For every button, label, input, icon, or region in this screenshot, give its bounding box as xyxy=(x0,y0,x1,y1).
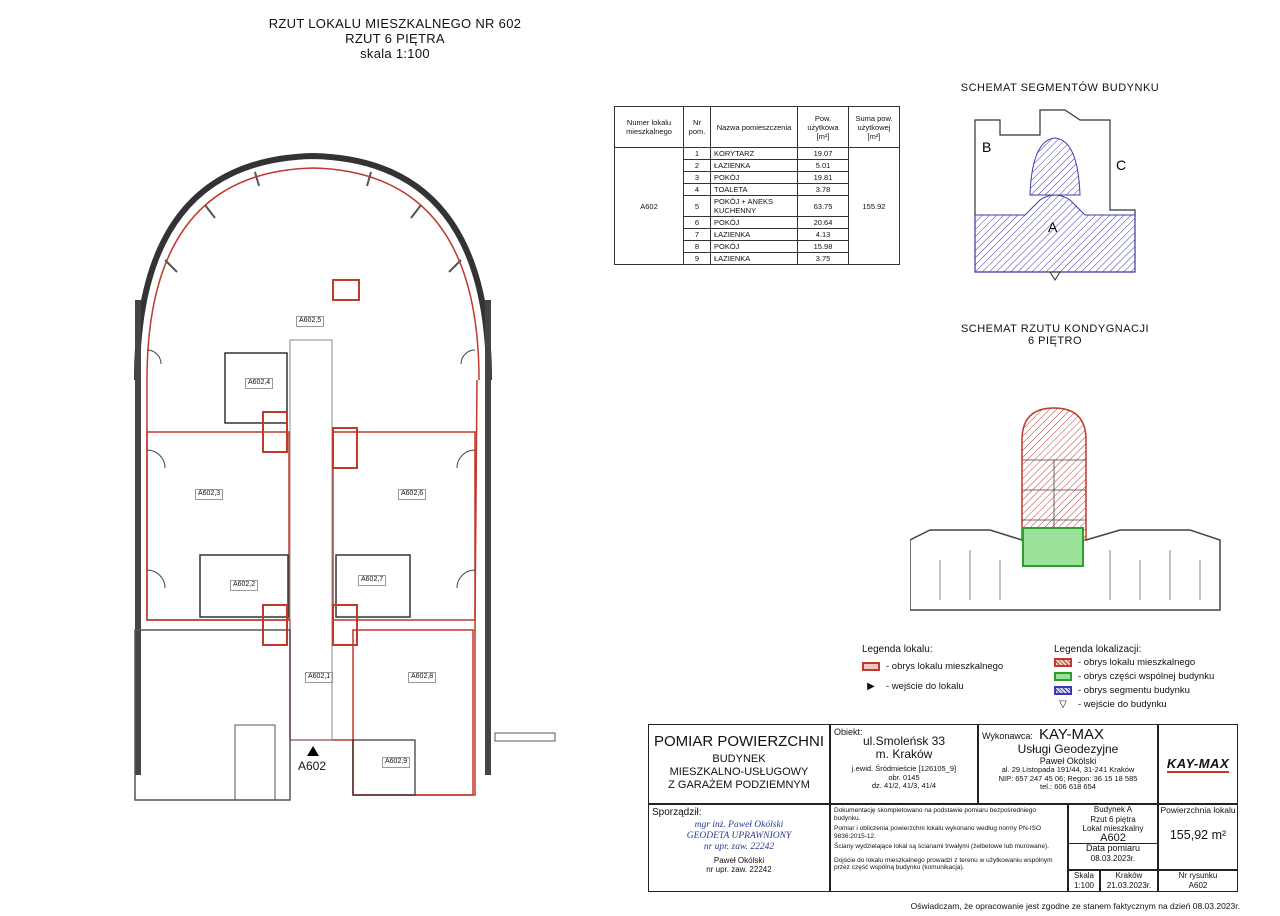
common-area-swatch xyxy=(1054,672,1072,681)
drawing-number: A602 xyxy=(1188,880,1208,890)
legend-local-title: Legenda lokalu: xyxy=(862,644,933,655)
row-area: 15.98 xyxy=(798,241,849,253)
segments-schema xyxy=(970,100,1140,290)
legend-local-label: - wejście do lokalu xyxy=(886,680,964,692)
legend-location-item xyxy=(1054,655,1214,669)
row-area: 19.07 xyxy=(798,148,849,160)
note-line: Dokumentację skompletowano na podstawie pomiaru bezpośredniego budynku. xyxy=(834,807,1036,822)
legend-location-label: - obrys części wspólnej budynku xyxy=(1078,670,1215,682)
entrance-arrow xyxy=(307,746,319,756)
row-area: 3.75 xyxy=(798,253,849,265)
address-line: m. Kraków xyxy=(875,747,933,761)
col-unit-header: Numer lokalu mieszkalnego xyxy=(615,107,684,148)
row-area: 20.64 xyxy=(798,217,849,229)
common-area-highlight xyxy=(1023,528,1083,566)
col-sum-header: Suma pow. użytkowej [m²] xyxy=(849,107,900,148)
building-info xyxy=(1068,804,1158,870)
segment-a-tower xyxy=(1030,138,1080,195)
segments-title: SCHEMAT SEGMENTÓW BUDYNKU xyxy=(960,82,1160,94)
room-label-8: A602,8 xyxy=(408,672,436,683)
company-logo: KAY-MAX xyxy=(1166,755,1230,771)
preparer xyxy=(649,857,829,874)
row-nr: 3 xyxy=(684,172,711,184)
room-3-wall xyxy=(147,432,289,620)
company-address: al. 29 Listopada 191/44, 31-241 Kraków xyxy=(1001,765,1135,774)
total-cell: 155.92 xyxy=(849,148,900,265)
right-outer-wall xyxy=(485,300,491,775)
row-area: 3.78 xyxy=(798,184,849,196)
legend-local-label: - obrys lokalu mieszkalnego xyxy=(886,660,1004,672)
row-nr: 6 xyxy=(684,217,711,229)
shaft-top xyxy=(333,280,359,300)
stamp-line: mgr inż. Paweł Okólski xyxy=(694,820,784,830)
row-area: 5.01 xyxy=(798,160,849,172)
unit-number: A602 xyxy=(1100,831,1126,844)
entrance-label: A602 xyxy=(298,759,327,773)
plan-scale: skala 1:100 xyxy=(360,46,430,61)
col-area-header: Pow. użytkowa [m²] xyxy=(798,107,849,148)
room-label-5: A602,5 xyxy=(296,316,324,327)
room-label-4: A602,4 xyxy=(245,378,273,389)
object-address xyxy=(831,735,977,761)
room-8-wall xyxy=(353,630,473,795)
scale-label: Skala xyxy=(1073,871,1094,880)
outer-arc-wall xyxy=(137,156,489,380)
unit-cell: A602 xyxy=(615,148,684,265)
building-line: Lokal mieszkalny xyxy=(1082,824,1144,833)
survey-date-label: Data pomiaru xyxy=(1069,843,1157,854)
stair-box xyxy=(235,725,275,800)
unit-outline xyxy=(147,380,477,795)
room-6-wall xyxy=(333,432,475,620)
building-line: Rzut 6 piętra xyxy=(1090,814,1136,824)
parcel-line: obr. 0145 xyxy=(888,772,920,782)
floor-schema-title-line2: 6 PIĘTRO xyxy=(1027,335,1083,347)
legend-location-label: - obrys segmentu budynku xyxy=(1078,684,1190,696)
building-line: Budynek A xyxy=(1093,805,1133,814)
scale-value: 1:100 xyxy=(1073,880,1095,890)
room-label-7: A602,7 xyxy=(358,575,386,586)
col-nr-header: Nr pom. xyxy=(684,107,711,148)
area-table xyxy=(614,106,900,265)
title-block-object xyxy=(830,724,978,804)
row-name: KORYTARZ xyxy=(711,148,798,160)
floor-plan xyxy=(125,150,565,820)
title-block-main xyxy=(648,724,830,804)
note-line: Dojście do lokalu mieszkalnego prowadzi z terenu w użytkowaniu wspólnym przez część wspólną budynku (komunikacja). xyxy=(834,856,1053,871)
area-value: 155,92 m² xyxy=(1169,827,1227,842)
room-label-2: A602,2 xyxy=(230,580,258,591)
legend-location-label: - obrys lokalu mieszkalnego xyxy=(1078,656,1196,668)
legend-local-item xyxy=(862,659,1003,673)
floor-schema-title xyxy=(950,323,1160,347)
legend-location-title: Legenda lokalizacji: xyxy=(1054,644,1142,655)
legend-location-label: - wejście do budynku xyxy=(1078,698,1167,710)
unit-outline-swatch xyxy=(862,662,880,671)
row-name: ŁAZIENKA xyxy=(711,229,798,241)
drawing-number-label: Nr rysunku xyxy=(1178,871,1218,880)
company-name: KAY-MAX xyxy=(1038,726,1104,743)
place-date: 21.03.2023r. xyxy=(1106,880,1152,890)
note-line: Pomiar i obliczenia powierzchni lokalu wykonano według normy PN-ISO 9836:2015-12. xyxy=(834,825,1042,840)
drawing-number-box xyxy=(1158,870,1238,892)
object-label: Obiekt: xyxy=(834,727,863,737)
unit-hatch-swatch xyxy=(1054,658,1072,667)
note-line: Ściany wydzielające lokal są ścianami trwałymi (żelbetowe lub murowane). xyxy=(834,843,1049,850)
company-person: Paweł Okólski xyxy=(1039,756,1097,766)
plan-title xyxy=(230,16,560,61)
company-ids: NIP: 657 247 45 06; Regon: 36 15 18 585 xyxy=(998,773,1138,783)
segment-label-c: C xyxy=(1116,157,1127,173)
legend-local-item xyxy=(862,679,1003,693)
row-nr: 1 xyxy=(684,148,711,160)
plan-title-line1: RZUT LOKALU MIESZKALNEGO NR 602 xyxy=(268,16,522,31)
shaft-left-low xyxy=(263,605,287,645)
row-name: POKÓJ xyxy=(711,217,798,229)
segment-entry-marker xyxy=(1050,272,1060,280)
floor-schema xyxy=(910,400,1230,615)
row-area: 63.75 xyxy=(798,196,849,217)
company-service: Usługi Geodezyjne xyxy=(1017,742,1119,756)
parcel-line: dz. 41/2, 41/3, 41/4 xyxy=(871,781,937,790)
shaft-right xyxy=(333,428,357,468)
row-area: 19.81 xyxy=(798,172,849,184)
preparer-name: Paweł Okólski xyxy=(713,856,765,865)
row-nr: 7 xyxy=(684,229,711,241)
legend-location-item xyxy=(1054,697,1214,711)
notes-box xyxy=(830,804,1068,892)
parcel-info xyxy=(831,765,977,791)
room-label-9: A602,9 xyxy=(382,757,410,768)
company-details xyxy=(979,766,1157,792)
room-7-wall xyxy=(336,555,410,617)
title-building xyxy=(649,753,829,792)
building-entry-icon: ▽ xyxy=(1059,698,1067,710)
row-nr: 4 xyxy=(684,184,711,196)
legend-location-item xyxy=(1054,669,1214,683)
legend-local xyxy=(862,644,1003,693)
row-nr: 2 xyxy=(684,160,711,172)
row-nr: 8 xyxy=(684,241,711,253)
room-label-6: A602,6 xyxy=(398,489,426,500)
row-name: POKÓJ + ANEKS KUCHENNY xyxy=(711,196,798,217)
area-label: Powierzchnia lokalu xyxy=(1160,805,1236,815)
survey-date: 08.03.2023r. xyxy=(1090,853,1136,863)
row-name: ŁAZIENKA xyxy=(711,160,798,172)
stamp-line: GEODETA UPRAWNIONY xyxy=(686,831,792,841)
door-swings xyxy=(147,350,475,588)
neighbor-area xyxy=(135,630,290,800)
entrance-arrow-icon: ▶ xyxy=(867,680,875,692)
scale-box xyxy=(1068,870,1100,892)
stamp-line: nr upr. zaw. 22242 xyxy=(703,842,775,852)
col-name-header: Nazwa pomieszczenia xyxy=(711,107,798,148)
title-main: POMIAR POWIERZCHNI xyxy=(653,733,824,750)
floor-schema-title-line1: SCHEMAT RZUTU KONDYGNACJI xyxy=(960,323,1150,335)
place-label: Kraków xyxy=(1115,871,1143,880)
room-label-3: A602,3 xyxy=(195,489,223,500)
segment-hatch-swatch xyxy=(1054,686,1072,695)
parcel-line: j.ewid. Śródmieście [126105_9] xyxy=(851,764,957,773)
row-name: ŁAZIENKA xyxy=(711,253,798,265)
title-building-line: Z GARAŻEM PODZIEMNYM xyxy=(668,779,810,791)
row-name: TOALETA xyxy=(711,184,798,196)
row-nr: 9 xyxy=(684,253,711,265)
preparer-license: nr upr. zaw. 22242 xyxy=(706,864,772,874)
legend-location-item xyxy=(1054,683,1214,697)
row-nr: 5 xyxy=(684,196,711,217)
logo-box xyxy=(1158,724,1238,804)
title-building-line: BUDYNEK xyxy=(712,753,766,765)
title-block-prepared xyxy=(648,804,830,892)
legend-location xyxy=(1054,644,1214,711)
balcony-strip xyxy=(495,733,555,741)
room-9-wall xyxy=(353,740,415,795)
left-outer-wall xyxy=(135,300,141,775)
title-block-contractor xyxy=(978,724,1158,804)
plan-title-line2: RZUT 6 PIĘTRA xyxy=(345,31,445,46)
row-name: POKÓJ xyxy=(711,241,798,253)
contractor-label: Wykonawca: xyxy=(982,731,1033,741)
surveyor-stamp xyxy=(649,820,829,853)
row-area: 4.13 xyxy=(798,229,849,241)
row-name: POKÓJ xyxy=(711,172,798,184)
contractor-row xyxy=(982,726,1157,743)
title-building-line: MIESZKALNO-USŁUGOWY xyxy=(669,766,809,778)
segment-label-a: A xyxy=(1048,219,1058,235)
table-row xyxy=(615,148,900,160)
address-line: ul.Smoleńsk 33 xyxy=(862,734,946,748)
prepared-label: Sporządził: xyxy=(652,807,702,818)
declaration: Oświadczam, że opracowanie jest zgodne ze stanem faktycznym na dzień 08.03.2023r. xyxy=(910,901,1240,911)
area-box xyxy=(1158,804,1238,870)
company-tel: tel.: 606 618 654 xyxy=(1040,782,1096,791)
segment-label-b: B xyxy=(982,139,992,155)
room-label-1: A602,1 xyxy=(305,672,333,683)
place-date-box xyxy=(1100,870,1158,892)
